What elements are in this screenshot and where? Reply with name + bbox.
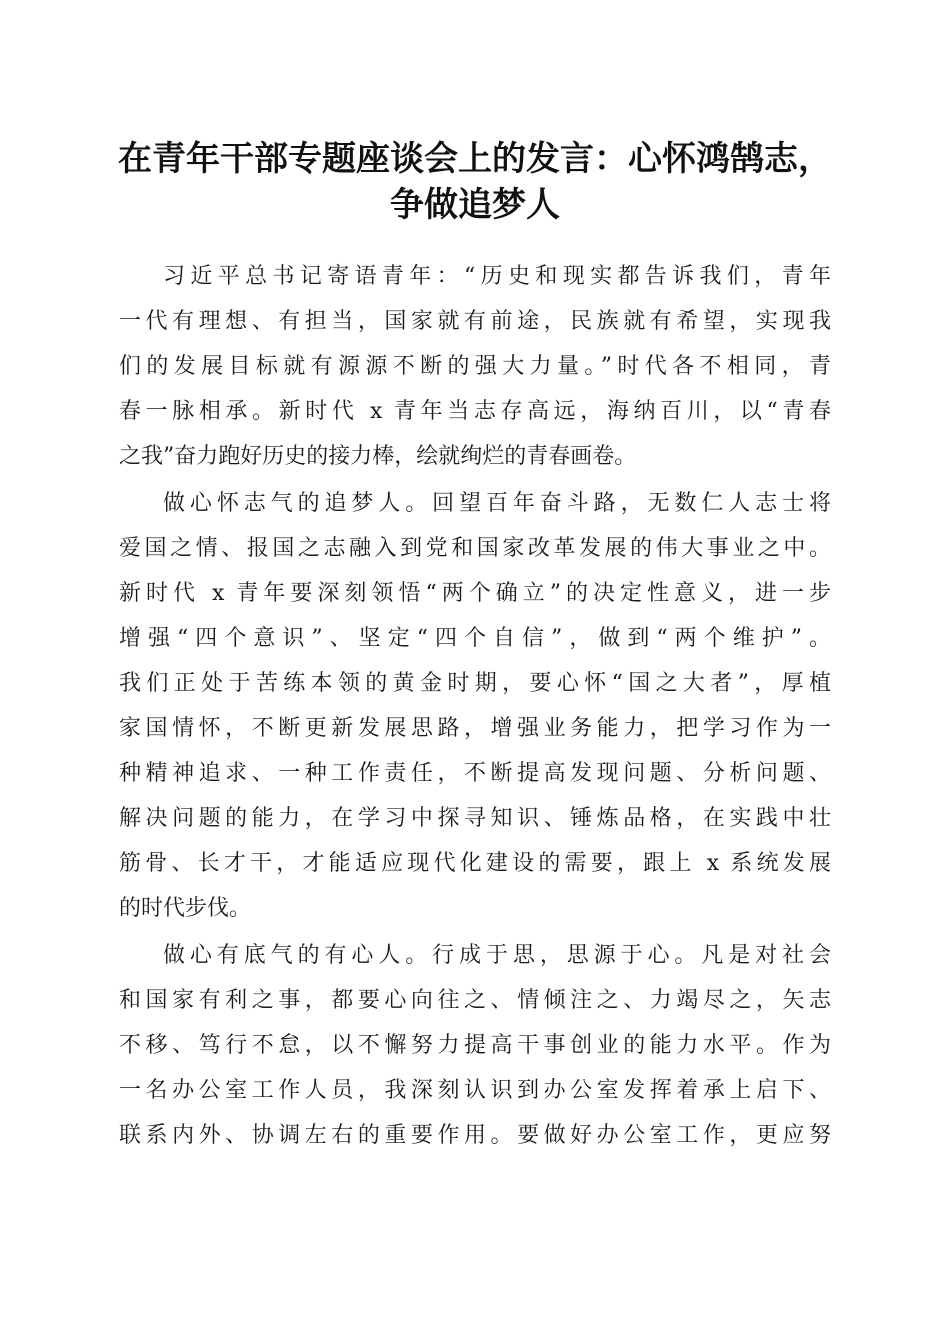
paragraph-line: 做心怀志气的追梦人。回望百年奋斗路，无数仁人志士将 xyxy=(163,491,831,516)
paragraph-line: 联系内外、协调左右的重要作用。要做好办公室工作，更应努 xyxy=(119,1123,831,1148)
document-title xyxy=(100,136,850,228)
paragraph-line: 一代有理想、有担当，国家就有前途，民族就有希望，实现我 xyxy=(119,309,831,334)
paragraph-line: 之我”奋力跑好历史的接力棒，绘就绚烂的青春画卷。 xyxy=(119,444,637,469)
paragraph-line: 家国情怀，不断更新发展思路，增强业务能力，把学习作为一 xyxy=(119,716,831,741)
paragraph-line: 们的发展目标就有源源不断的强大力量。”时代各不相同，青 xyxy=(119,354,831,379)
paragraph-line: 不移、笃行不怠，以不懈努力提高干事创业的能力水平。作为 xyxy=(119,1033,831,1058)
document-body xyxy=(119,254,831,1158)
paragraph-line: 解决问题的能力，在学习中探寻知识、锤炼品格，在实践中壮 xyxy=(119,806,831,831)
title-line-1: 在青年干部专题座谈会上的发言：心怀鸿鹄志， xyxy=(118,139,832,179)
paragraph-2 xyxy=(119,481,831,931)
paragraph-line: 习近平总书记寄语青年：“历史和现实都告诉我们，青年 xyxy=(163,264,831,289)
paragraph-line: 我们正处于苦练本领的黄金时期，要心怀“国之大者”，厚植 xyxy=(119,671,831,696)
title-line-2: 争做追梦人 xyxy=(390,185,560,225)
paragraph-line: 种精神追求、一种工作责任，不断提高发现问题、分析问题、 xyxy=(119,761,831,786)
paragraph-line: 和国家有利之事，都要心向往之、情倾注之、力竭尽之，矢志 xyxy=(119,988,831,1013)
paragraph-line: 一名办公室工作人员，我深刻认识到办公室发挥着承上启下、 xyxy=(119,1078,831,1103)
paragraph-line: 筋骨、长才干，才能适应现代化建设的需要，跟上 x 系统发展 xyxy=(119,851,831,876)
paragraph-line: 爱国之情、报国之志融入到党和国家改革发展的伟大事业之中。 xyxy=(119,536,831,561)
paragraph-line: 增强“四个意识”、坚定“四个自信”，做到“两个维护”。 xyxy=(119,626,831,651)
paragraph-line: 做心有底气的有心人。行成于思，思源于心。凡是对社会 xyxy=(163,943,831,968)
paragraph-1 xyxy=(119,254,831,479)
paragraph-line: 春一脉相承。新时代 x 青年当志存高远，海纳百川，以“青春 xyxy=(119,399,831,424)
paragraph-line: 的时代步伐。 xyxy=(119,896,252,921)
paragraph-3 xyxy=(119,933,831,1158)
paragraph-line: 新时代 x 青年要深刻领悟“两个确立”的决定性意义，进一步 xyxy=(119,581,831,606)
